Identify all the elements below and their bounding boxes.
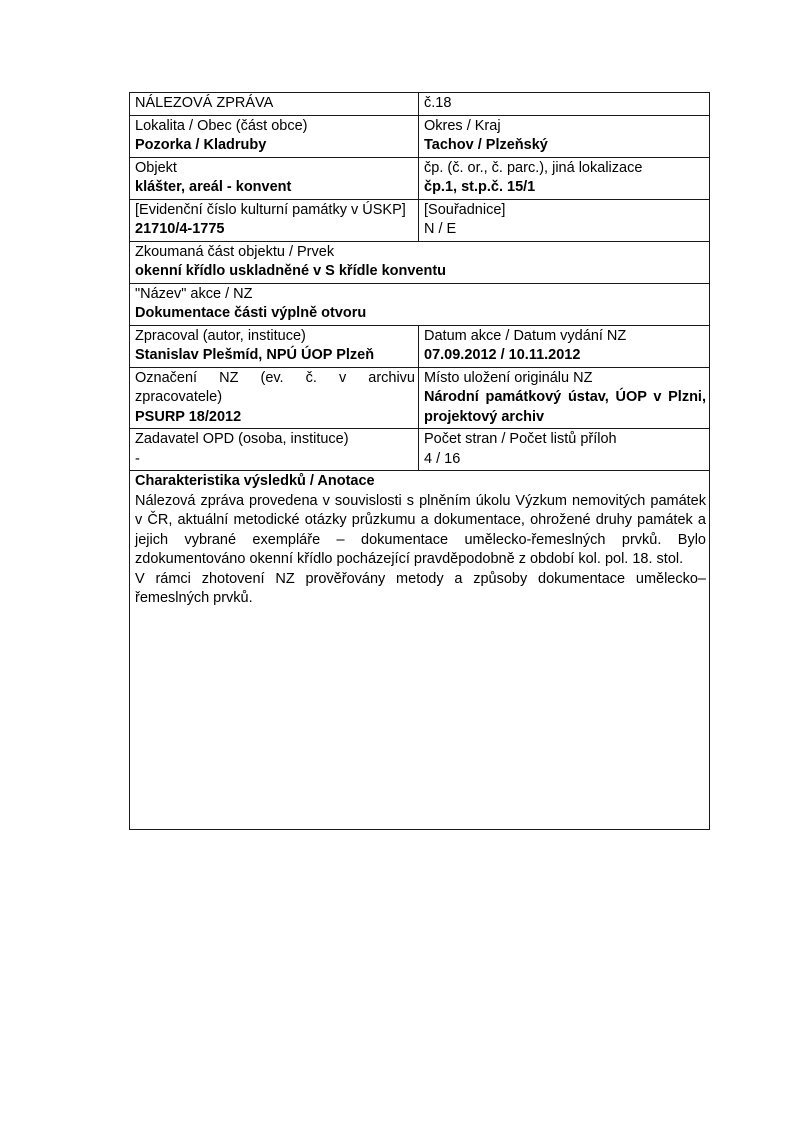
annotation-paragraph-2: V rámci zhotovení NZ prověřovány metody a způsoby dokumentace umělecko–řemeslných prvků. (135, 570, 706, 606)
row-examined-part (130, 241, 710, 283)
row-author-dates (130, 325, 710, 367)
field-action-name (130, 283, 710, 325)
report-title-cell (130, 93, 419, 116)
field-label: Počet stran / Počet listů příloh (424, 431, 617, 447)
field-label: Datum akce / Datum vydání NZ (424, 327, 627, 344)
row-uskp-coordinates (130, 199, 710, 241)
field-value: Pozorka / Kladruby (135, 137, 267, 153)
field-designation (130, 367, 419, 429)
field-label: Okres / Kraj (424, 117, 501, 134)
field-examined-part (130, 241, 710, 283)
field-label: Objekt (135, 159, 177, 176)
field-value: Národní památkový ústav, ÚOP v Plzni, projektový archiv (424, 389, 706, 425)
row-annotation (130, 471, 710, 830)
field-original-location (419, 367, 710, 429)
field-label: Zadavatel OPD (osoba, instituce) (135, 431, 349, 447)
annotation-heading: Charakteristika výsledků / Anotace (135, 473, 375, 489)
field-value: klášter, areál - konvent (135, 179, 292, 195)
row-title (130, 93, 710, 116)
report-number: č.18 (424, 95, 452, 111)
field-label: [Souřadnice] (424, 201, 506, 218)
field-annotation (130, 471, 710, 830)
annotation-paragraph-1: Nálezová zpráva provedena v souvislosti s plněním úkolu Výzkum nemovitých památek v ČR, aktuální metodické otázky průzkumu a dokumentace, ohrožené druhy památek a jejich vybrané exempláře – dokumentace umělecko-řemeslných prvků. Bylo zdokumentováno okenní křídlo pocházející pravděpodobně z období kol. pol. 18. stol. (135, 492, 706, 567)
report-table (129, 92, 710, 830)
row-designation-location (130, 367, 710, 429)
field-label: Zpracoval (autor, instituce) (135, 327, 306, 344)
field-dates (419, 325, 710, 367)
row-client-pages (130, 429, 710, 471)
row-locality-district (130, 115, 710, 157)
field-value: 21710/4-1775 (135, 221, 225, 237)
report-number-cell (419, 93, 710, 116)
field-label: čp. (č. or., č. parc.), jiná lokalizace (424, 159, 643, 176)
field-coordinates (419, 199, 710, 241)
field-value: čp.1, st.p.č. 15/1 (424, 179, 536, 195)
field-author (130, 325, 419, 367)
field-value: - (135, 450, 140, 467)
field-address (419, 157, 710, 199)
field-value: Dokumentace části výplně otvoru (135, 305, 367, 321)
report-title: NÁLEZOVÁ ZPRÁVA (135, 95, 274, 111)
field-value: okenní křídlo uskladněné v S křídle konventu (135, 263, 447, 279)
field-locality (130, 115, 419, 157)
field-client (130, 429, 419, 471)
field-object (130, 157, 419, 199)
field-value: 4 / 16 (424, 450, 461, 467)
field-label: Zkoumaná část objektu / Prvek (135, 243, 335, 260)
field-page-count (419, 429, 710, 471)
field-label: [Evidenční číslo kulturní památky v ÚSKP] (135, 201, 406, 218)
field-district (419, 115, 710, 157)
field-value: N / E (424, 221, 457, 237)
field-value: 07.09.2012 / 10.11.2012 (424, 347, 581, 363)
field-uskp-number (130, 199, 419, 241)
field-value: Tachov / Plzeňský (424, 137, 548, 153)
field-label: Lokalita / Obec (část obce) (135, 117, 308, 134)
field-label: Označení NZ (ev. č. v archivu zpracovatele) (135, 369, 415, 405)
field-label: Místo uložení originálu NZ (424, 369, 593, 386)
field-value: PSURP 18/2012 (135, 408, 242, 425)
row-action-name (130, 283, 710, 325)
field-value: Stanislav Plešmíd, NPÚ ÚOP Plzeň (135, 347, 375, 363)
field-label: "Název" akce / NZ (135, 285, 253, 302)
row-object-address (130, 157, 710, 199)
